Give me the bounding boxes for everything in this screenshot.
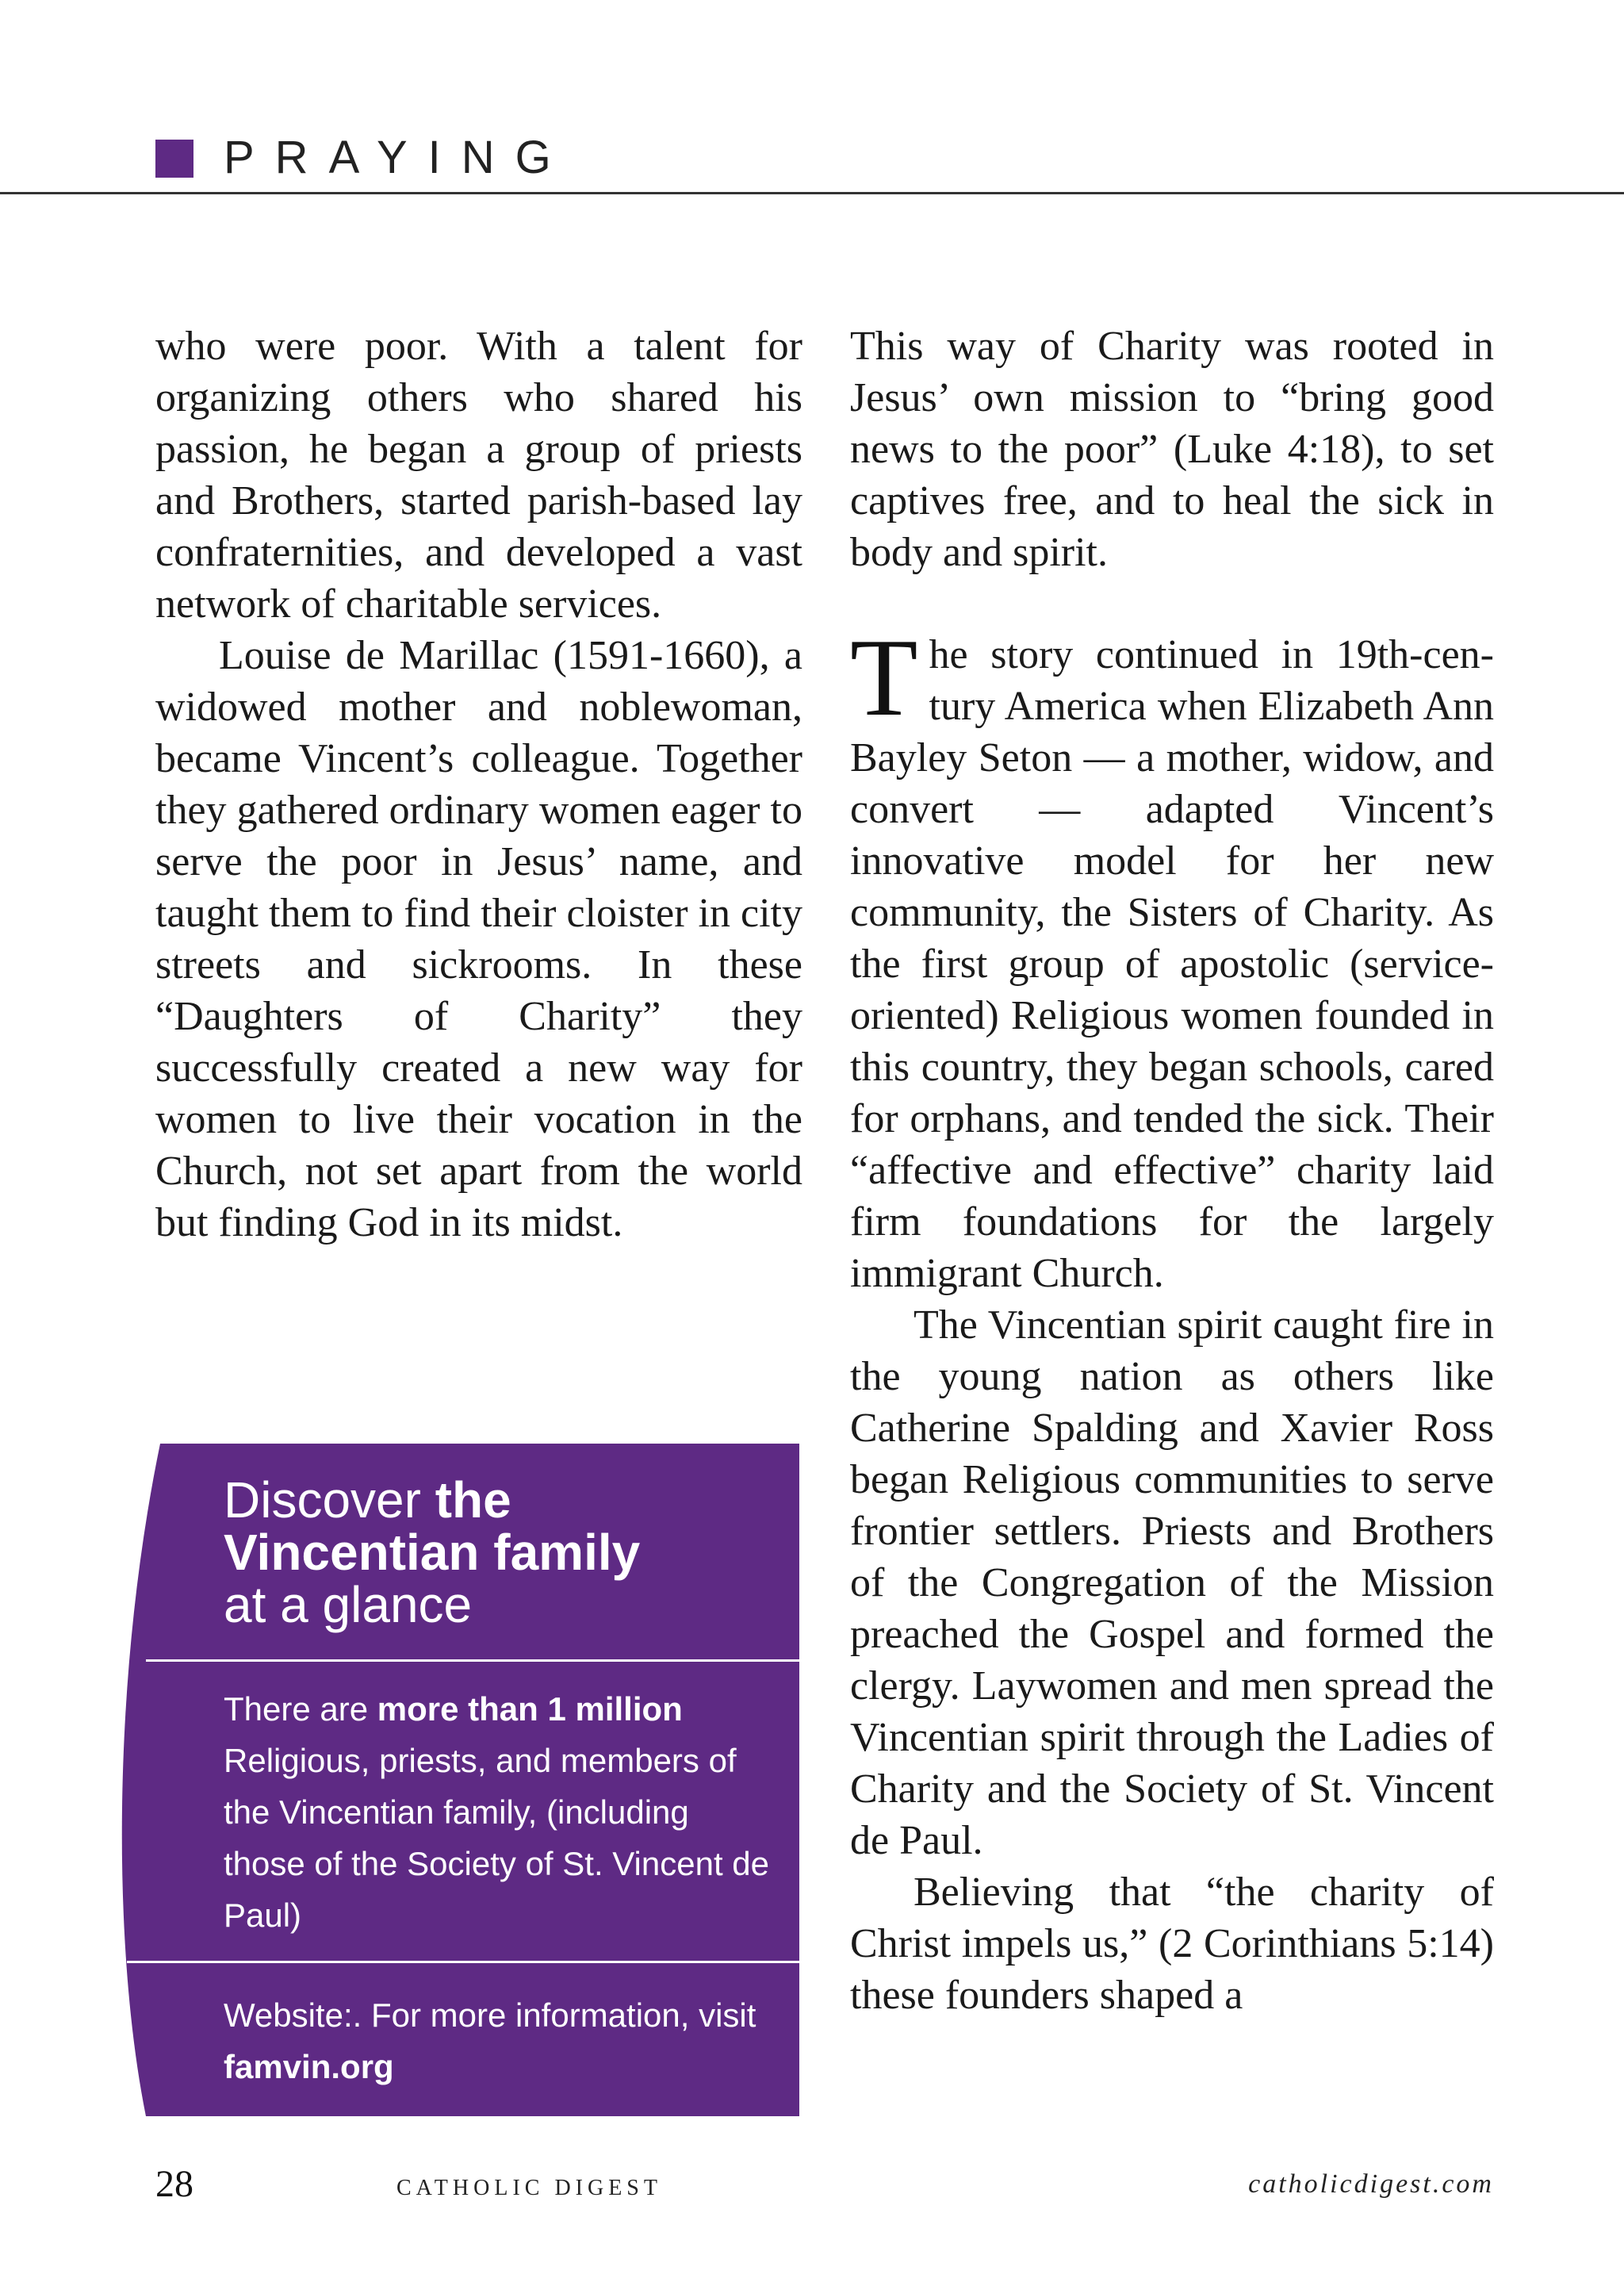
sidebar-footer-prefix: Website:. For more information, visit [224, 1996, 756, 2034]
sidebar-divider-1 [146, 1659, 799, 1662]
right-paragraph-4: Believing that “the charity of Christ impels us,” (2 Corinthians 5:14) these founders shaped a [850, 1870, 1494, 2018]
drop-cap: T [850, 616, 918, 739]
publication-name: CATHOLIC DIGEST [396, 2176, 662, 2200]
sidebar-divider-2 [127, 1961, 799, 1963]
sidebar-title-light-1: Discover [224, 1471, 435, 1528]
footer-website[interactable]: catholicdigest.com [1248, 2169, 1494, 2199]
page-header [0, 0, 1624, 195]
header-rule [0, 192, 1624, 194]
page-number: 28 [155, 2163, 193, 2205]
section-marker-square [155, 140, 193, 178]
sidebar-body [224, 1683, 779, 1941]
right-column [850, 320, 1494, 2021]
sidebar-footer [224, 1989, 779, 2092]
sidebar-body-bold: more than 1 million [377, 1690, 683, 1728]
section-label: PRAYING [224, 132, 572, 183]
paragraph-gap [850, 578, 1494, 629]
left-paragraph-1: who were poor. With a talent for organizing others who shared his passion, he began a group of priests and Brothers, started parish-based lay confraternities, and developed a vast network of charitable services. [155, 324, 802, 627]
sidebar-title-bold-2: Vincentian family [224, 1524, 641, 1581]
sidebar-title-light-2: at a glance [224, 1576, 473, 1633]
left-paragraph-2: Louise de Marillac (1591-1660), a widowed mother and noblewoman, became Vincent’s colleague. Together they gathered ordinary women eager to serve the poor in Jesus’ name, and taught them to find their cloister in city streets and sickrooms. In these “Daughters of Charity” they successfully created a new way for women to live their vocation in the Church, not set apart from the world but finding God in its midst. [155, 633, 802, 1245]
sidebar-body-prefix: There are [224, 1690, 377, 1728]
sidebar-title [224, 1471, 779, 1633]
vincentian-family-sidebar [105, 1444, 799, 2116]
sidebar-title-bold-1: the [435, 1471, 511, 1528]
right-paragraph-1: This way of Charity was rooted in Jesus’ own mission to “bring good news to the poor” (Luke 4:18), to set captives free, and to heal the sick in body and spirit. [850, 324, 1494, 575]
sidebar-website-link[interactable]: famvin.org [224, 2048, 394, 2085]
right-paragraph-2-text: he story continued in 19th-century America when Elizabeth Ann Bayley Seton — a mother, widow, and convert — adapted Vincent’s innovative model for her new community, the Sisters of Charity. As the first group of apostolic (service-oriented) Religious women founded in this country, they began schools, cared for orphans, and tended the sick. Their “affective and effective” charity laid firm foundations for the largely immigrant Church. [850, 632, 1494, 1296]
sidebar-body-rest: Religious, priests, and members of the Vincentian family, (including those of the Society of St. Vincent de Paul) [224, 1742, 769, 1934]
left-column [155, 320, 802, 1248]
right-paragraph-2 [850, 616, 1494, 1299]
right-paragraph-3: The Vincentian spirit caught fire in the young nation as others like Catherine Spalding and Xavier Ross began Religious communities to serve frontier settlers. Priests and Brothers of the Congregation of the Mission preached the Gospel and formed the clergy. Laywomen and men spread the Vincentian spirit through the Ladies of Charity and the Society of St. Vincent de Paul. [850, 1302, 1494, 1863]
